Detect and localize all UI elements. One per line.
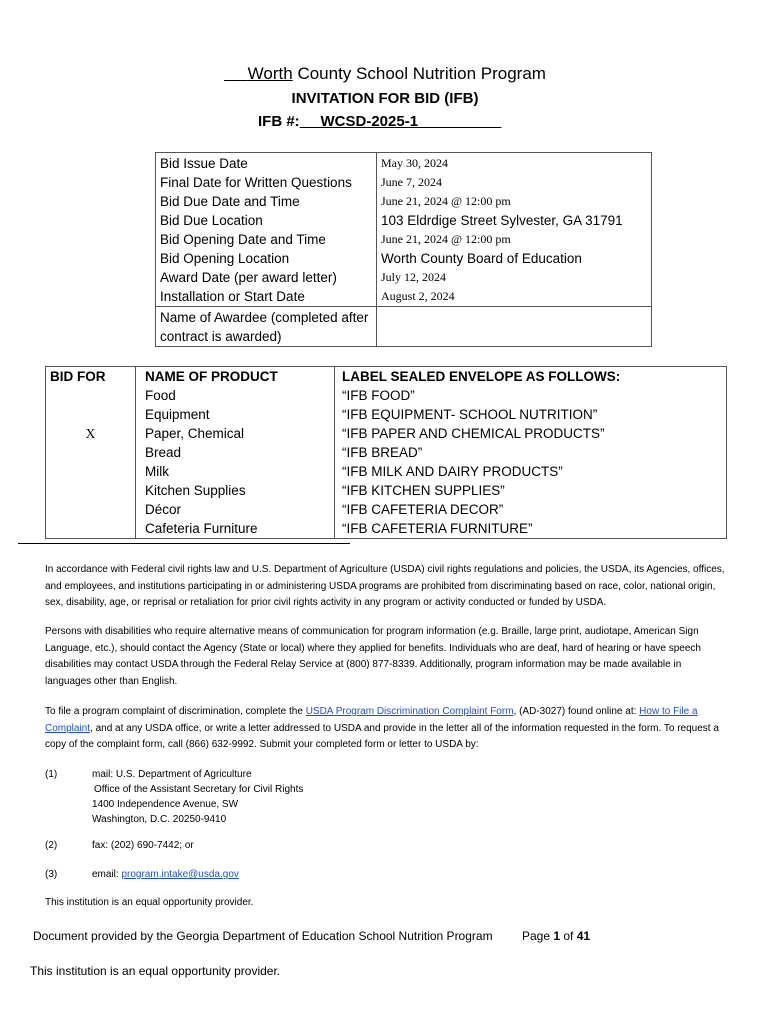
item-number: (3) <box>45 869 58 880</box>
product-name: Paper, Chemical <box>145 426 245 441</box>
envelope-label: “IFB CAFETERIA FURNITURE” <box>342 521 533 536</box>
ifb-number-line <box>258 113 501 130</box>
complaint-form-link[interactable]: USDA Program Discrimination Complaint Form <box>305 706 514 717</box>
dates-values-cell <box>377 153 652 307</box>
bid-selected-mark: X <box>85 426 96 441</box>
awardee-row <box>156 307 652 347</box>
date-value: June 7, 2024 <box>381 175 442 189</box>
footer-equal-opportunity: This institution is an equal opportunity provider. <box>30 964 281 978</box>
item-number: (2) <box>45 840 58 851</box>
date-label: Final Date for Written Questions <box>160 175 352 190</box>
label-header: LABEL SEALED ENVELOPE AS FOLLOWS: <box>342 369 621 384</box>
footer-source: Document provided by the Georgia Department of Education School Nutrition Program <box>33 929 493 943</box>
product-name: Kitchen Supplies <box>145 483 246 498</box>
date-value: 103 Eldrdige Street Sylvester, GA 31791 <box>381 213 623 228</box>
bid-dates-table <box>155 152 652 347</box>
how-to-file-link[interactable]: How to File a Complaint <box>45 706 698 734</box>
date-label: Bid Opening Location <box>160 251 290 266</box>
date-value: June 21, 2024 @ 12:00 pm <box>381 232 511 246</box>
bid-for-column <box>46 367 136 539</box>
document-subtitle: INVITATION FOR BID (IFB) <box>291 90 479 107</box>
product-name: Bread <box>145 445 182 460</box>
complaint-text: , and at any USDA office, or write a letter addressed to USDA and provide in the letter all of the information requested in the form. To request a copy of the complaint form, call (866) 632-9992. Submit your completed form or letter to USDA by: <box>45 722 719 750</box>
email-line <box>92 867 239 882</box>
document-title <box>0 64 770 84</box>
title-rest: County School Nutrition Program <box>292 64 546 83</box>
envelope-label: “IFB CAFETERIA DECOR” <box>342 502 504 517</box>
email-link[interactable]: program.intake@usda.gov <box>121 869 239 880</box>
complaint-text: , (AD-3027) found online at: <box>513 706 640 717</box>
dates-labels-cell <box>156 153 377 307</box>
date-value: August 2, 2024 <box>381 289 455 303</box>
civil-rights-paragraph: In accordance with Federal civil rights law and U.S. Department of Agriculture (USDA) civil rights regulations and policies, the USDA, its Agencies, offices, and employees, and institutions participating in or administering USDA programs are prohibited from discriminating based on race, color, national origin, sex, disability, age, or reprisal or retaliation for prior civil rights activity in any program or activity conducted or funded by USDA. <box>45 564 725 608</box>
page-prefix: Page <box>522 929 554 943</box>
product-name: Milk <box>145 464 169 479</box>
awardee-value <box>377 307 652 347</box>
envelope-label: “IFB BREAD” <box>342 445 423 460</box>
accessibility-paragraph: Persons with disabilities who require alternative means of communication for program information (e.g. Braille, large print, audiotape, American Sign Language, etc.), should contact the Agency (State or local) where they applied for benefits. Individuals who are deaf, hard of hearing or have speech disabilities may contact USDA through the Federal Relay Service at (800) 877-8339. Additionally, program information may be made available in languages other than English. <box>45 626 701 687</box>
mail-line: Office of the Assistant Secretary for Civil Rights <box>94 784 304 795</box>
mail-line: mail: U.S. Department of Agriculture <box>92 769 252 780</box>
page-number: 1 <box>553 929 561 943</box>
complaint-paragraph <box>45 704 725 754</box>
ifb-label: IFB #: <box>258 113 300 130</box>
title-county: Worth <box>247 64 293 83</box>
ifb-number: WCSD-2025-1 <box>320 113 419 130</box>
date-value: May 30, 2024 <box>381 156 448 170</box>
product-name: Décor <box>145 502 182 517</box>
product-name: Equipment <box>145 407 210 422</box>
dates-row <box>156 153 652 307</box>
product-header: NAME OF PRODUCT <box>145 369 278 384</box>
mail-address-block <box>92 767 303 827</box>
page-total: 41 <box>576 929 591 943</box>
bid-for-table <box>45 366 727 539</box>
mail-line: Washington, D.C. 20250-9410 <box>92 814 227 825</box>
item-number: (1) <box>45 769 58 780</box>
page-indicator <box>522 929 590 943</box>
complaint-text: To file a program complaint of discrimination, complete the <box>45 706 306 717</box>
date-label: Bid Due Date and Time <box>160 194 300 209</box>
equal-opportunity-statement: This institution is an equal opportunity provider. <box>45 897 254 908</box>
date-value: July 12, 2024 <box>381 270 447 284</box>
envelope-label: “IFB MILK AND DAIRY PRODUCTS” <box>342 464 563 479</box>
email-prefix: email: <box>92 869 122 880</box>
page-of: of <box>560 929 577 943</box>
date-label: Bid Due Location <box>160 213 263 228</box>
bid-table-row <box>46 367 727 539</box>
date-label: Award Date (per award letter) <box>160 270 337 285</box>
envelope-label: “IFB KITCHEN SUPPLIES” <box>342 483 505 498</box>
date-label: Bid Opening Date and Time <box>160 232 326 247</box>
date-label: Installation or Start Date <box>160 289 305 304</box>
envelope-label: “IFB PAPER AND CHEMICAL PRODUCTS” <box>342 426 605 441</box>
date-value: Worth County Board of Education <box>381 251 582 266</box>
envelope-label: “IFB FOOD” <box>342 388 415 403</box>
fax-line: fax: (202) 690-7442; or <box>92 840 194 851</box>
section-divider <box>18 543 350 544</box>
mail-line: 1400 Independence Avenue, SW <box>92 799 239 810</box>
product-name: Food <box>145 388 176 403</box>
product-name: Cafeteria Furniture <box>145 521 258 536</box>
date-value: June 21, 2024 @ 12:00 pm <box>381 194 511 208</box>
label-column <box>335 367 727 539</box>
awardee-label: Name of Awardee (completed after contract is awarded) <box>156 307 377 347</box>
bid-for-header: BID FOR <box>50 369 106 384</box>
date-label: Bid Issue Date <box>160 156 248 171</box>
product-column <box>136 367 335 539</box>
envelope-label: “IFB EQUIPMENT- SCHOOL NUTRITION” <box>342 407 598 422</box>
